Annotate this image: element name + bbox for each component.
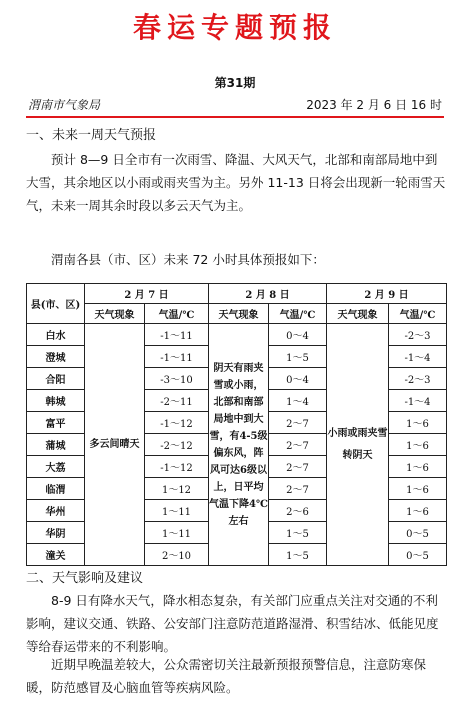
county-cell: 华阴 [27,522,85,544]
day-header-1: 2 月 7 日 [85,284,209,304]
temp-day3: -2～3 [389,368,447,390]
temp-day2: 2～6 [269,500,327,522]
weather-day1: 多云间晴天 [85,324,145,566]
county-cell: 临渭 [27,478,85,500]
weather-day3: 小雨或雨夹雪转阴天 [327,324,389,566]
temp-day1: 1～11 [145,500,209,522]
section1-paragraph-1: 预计 8—9 日全市有一次雨雪、降温、大风天气，北部和南部局地中到大雪，其余地区以小雨或雨夹雪为主。另外 11-13 日将会出现新一轮雨雪天气，未来一周其余时段以多云天气为主。 [26,152,446,213]
temp-day2: 2～7 [269,456,327,478]
temp-day2: 2～7 [269,434,327,456]
county-cell: 潼关 [27,544,85,566]
temp-day2: 0～4 [269,324,327,346]
temp-day3: 0～5 [389,522,447,544]
section1-paragraph-2: 渭南各县（市、区）未来 72 小时具体预报如下： [51,252,325,267]
temp-day1: -1～12 [145,456,209,478]
county-cell: 华州 [27,500,85,522]
county-cell: 合阳 [27,368,85,390]
temp-day1: -2～11 [145,390,209,412]
temp-day1: 1～12 [145,478,209,500]
weather-day2: 阴天有雨夹雪或小雨，北部和南部局地中到大雪，有4-5级偏东风，阵风可达6级以上，日平均气温下降4℃左右 [209,324,269,566]
issue-datetime: 2023 年 2 月 6 日 16 时 [306,98,442,112]
subheader-weather-1: 天气现象 [85,304,145,324]
temp-day2: 0～4 [269,368,327,390]
subheader-weather-3: 天气现象 [327,304,389,324]
issuer-name: 渭南市气象局 [28,98,101,112]
temp-day3: -1～4 [389,390,447,412]
temp-day2: 1～5 [269,346,327,368]
temp-day1: -1～11 [145,324,209,346]
issue-number: 第31期 [214,76,256,90]
temp-day3: 1～6 [389,478,447,500]
section2-paragraph-1: 8-9 日有降水天气，降水相态复杂，有关部门应重点关注对交通的不利影响，建议交通、铁路、公安部门注意防范道路湿滑、积雪结冰、低能见度等给春运带来的不利影响。 [26,593,439,654]
day-header-2: 2 月 8 日 [209,284,327,304]
temp-day2: 1～5 [269,544,327,566]
temp-day1: -1～12 [145,412,209,434]
temp-day1: 1～11 [145,522,209,544]
forecast-table [26,283,447,566]
county-cell: 韩城 [27,390,85,412]
subheader-weather-2: 天气现象 [209,304,269,324]
temp-day3: -1～4 [389,346,447,368]
temp-day3: -2～3 [389,324,447,346]
section2-heading: 二、天气影响及建议 [26,571,144,586]
county-cell: 白水 [27,324,85,346]
day-header-3: 2 月 9 日 [327,284,447,304]
temp-day2: 1～4 [269,390,327,412]
subheader-temp-2: 气温/℃ [269,304,327,324]
subheader-temp-3: 气温/℃ [389,304,447,324]
county-cell: 富平 [27,412,85,434]
temp-day1: -2～12 [145,434,209,456]
header-meta [28,96,442,113]
temp-day3: 1～6 [389,434,447,456]
county-cell: 蒲城 [27,434,85,456]
county-header: 县(市、区) [27,284,85,324]
page-title: 春运专题预报 [132,11,337,44]
temp-day2: 2～7 [269,412,327,434]
county-cell: 大荔 [27,456,85,478]
temp-day2: 2～7 [269,478,327,500]
temp-day1: 2～10 [145,544,209,566]
section2-paragraph-2: 近期早晚温差较大，公众需密切关注最新预报预警信息，注意防寒保暖，防范感冒及心脑血管等疾病风险。 [26,657,427,695]
temp-day1: -1～11 [145,346,209,368]
county-cell: 澄城 [27,346,85,368]
header-divider [26,116,444,118]
section1-heading: 一、未来一周天气预报 [26,128,157,143]
subheader-temp-1: 气温/℃ [145,304,209,324]
temp-day3: 1～6 [389,412,447,434]
temp-day2: 1～5 [269,522,327,544]
temp-day1: -3～10 [145,368,209,390]
temp-day3: 1～6 [389,500,447,522]
temp-day3: 1～6 [389,456,447,478]
temp-day3: 0～5 [389,544,447,566]
